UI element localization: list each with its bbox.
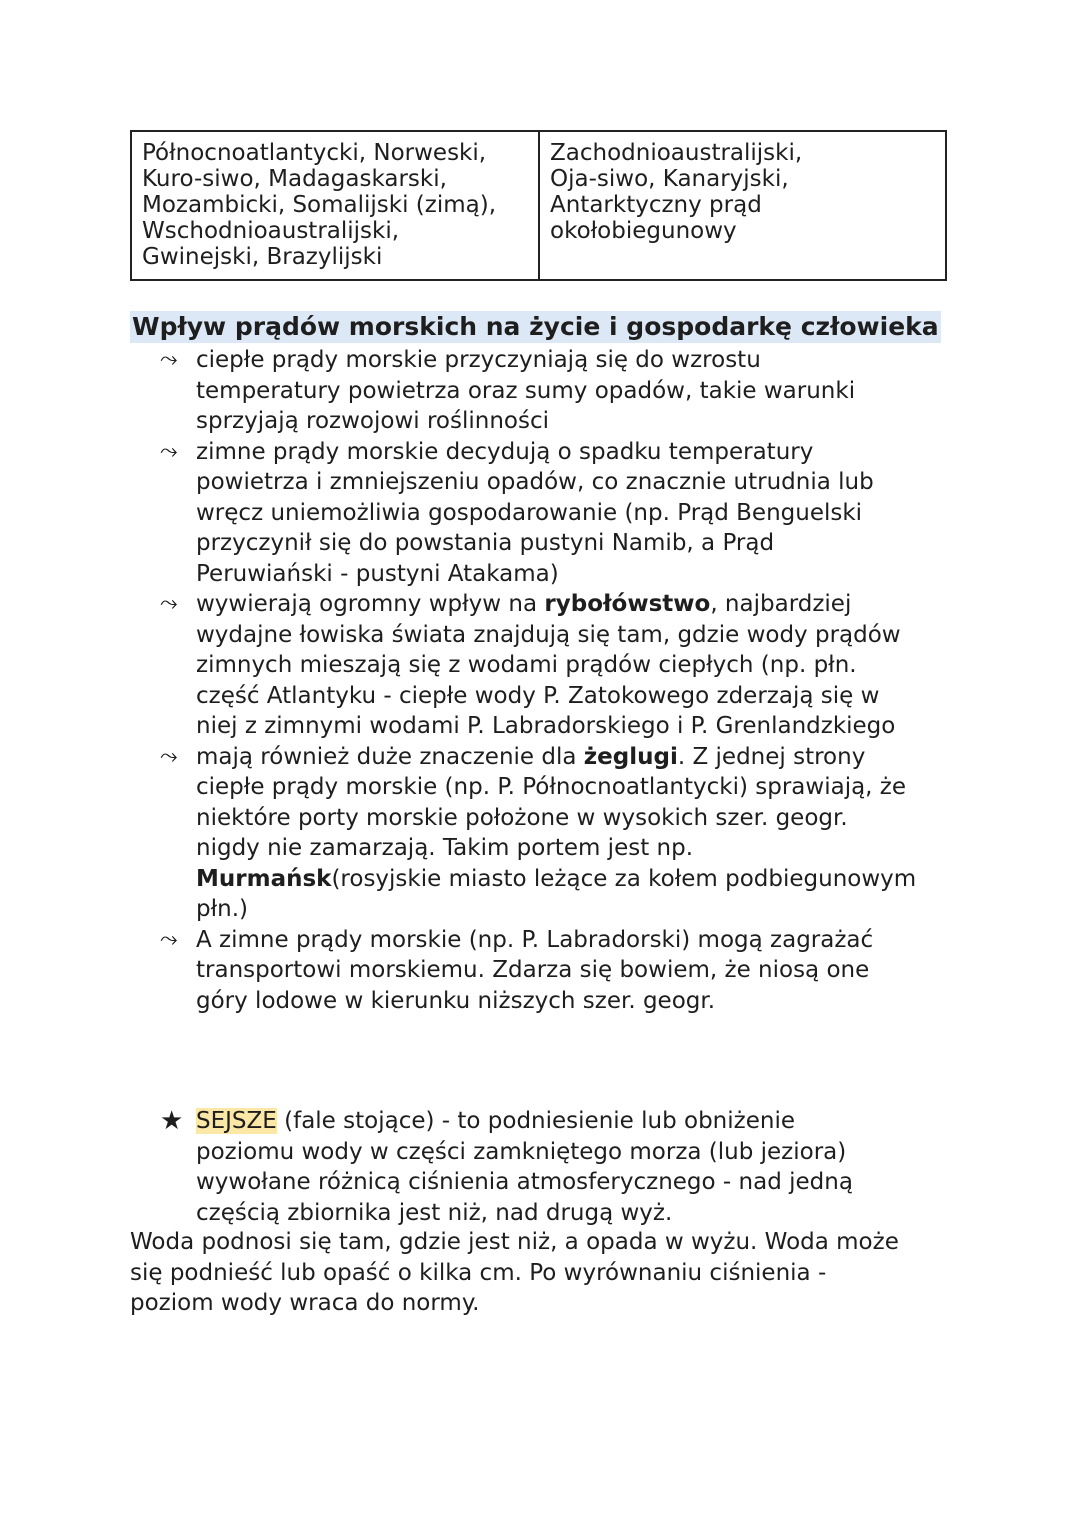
bullet-item xyxy=(160,589,960,742)
text-run: wywierają ogromny wpływ na xyxy=(196,591,545,617)
text-run: . Z jednej strony xyxy=(677,743,866,770)
highlighted-term: SEJSZE xyxy=(196,1108,277,1134)
bullet-item xyxy=(160,437,960,590)
definition-line: wywołane różnicą ciśnienia atmosferycznego - nad jedną xyxy=(196,1169,853,1195)
bullet-item xyxy=(160,345,960,437)
bullet-line: ciepłe prądy morskie (np. P. Północnoatlantycki) sprawiają, że xyxy=(196,774,907,800)
star-icon: ★ xyxy=(160,1106,184,1136)
explanation-paragraph xyxy=(130,1227,950,1319)
table-line: Antarktyczny prąd xyxy=(550,192,762,218)
bold-term: Murmańsk xyxy=(196,865,332,892)
bullet-line: zimne prądy morskie decydują o spadku temperatury xyxy=(196,438,814,465)
definition-line: częścią zbiornika jest niż, nad drugą wyż. xyxy=(196,1199,673,1226)
table-line: Zachodnioaustralijski, xyxy=(550,140,803,166)
bold-term: rybołówstwo xyxy=(544,591,711,617)
bullet-line xyxy=(196,864,960,895)
bullet-item xyxy=(160,742,960,925)
table-line: Wschodnioaustralijski, xyxy=(142,218,400,244)
bullet-line: powietrza i zmniejszeniu opadów, co znacznie utrudnia lub xyxy=(196,469,874,495)
table-line: okołobiegunowy xyxy=(550,218,737,244)
paragraph-line: poziom wody wraca do normy. xyxy=(130,1290,480,1316)
table-line: Gwinejski, Brazylijski xyxy=(142,244,383,270)
text-run: (rosyjskie miasto leżące za kołem podbiegunowym xyxy=(331,865,917,892)
section-title: Wpływ prądów morskich na życie i gospodarkę człowieka xyxy=(132,312,939,341)
bullet-line: płn.) xyxy=(196,896,248,922)
bullet-line: wydajne łowiska świata znajdują się tam, gdzie wody prądów xyxy=(196,621,901,648)
bullet-line: zimnych mieszają się z wodami prądów ciepłych (np. płn. xyxy=(196,652,857,678)
squiggly-arrow-icon: ⤳ xyxy=(160,347,178,372)
table-line: Mozambicki, Somalijski (zimą), xyxy=(142,192,497,218)
sejsze-definition xyxy=(160,1106,960,1228)
squiggly-arrow-icon: ⤳ xyxy=(160,743,178,769)
bullet-line: Peruwiański - pustyni Atakama) xyxy=(196,560,559,587)
squiggly-arrow-icon: ⤳ xyxy=(160,591,178,616)
definition-line: poziomu wody w części zamkniętego morza (lub jeziora) xyxy=(196,1138,847,1165)
table-line: Kuro-siwo, Madagaskarski, xyxy=(142,166,447,192)
bullet-line: wręcz uniemożliwia gospodarowanie (np. Prąd Benguelski xyxy=(196,499,863,526)
text-run: (fale stojące) - to podniesienie lub obniżenie xyxy=(276,1108,795,1134)
bullet-line: sprzyjają rozwojowi roślinności xyxy=(196,408,549,434)
paragraph-line: Woda podnosi się tam, gdzie jest niż, a opada w wyżu. Woda może xyxy=(130,1229,899,1255)
bullet-line xyxy=(196,742,960,773)
bullet-line: temperatury powietrza oraz sumy opadów, takie warunki xyxy=(196,377,856,404)
table-cell-right xyxy=(540,132,945,279)
text-run: mają również duże znaczenie dla xyxy=(196,743,584,770)
squiggly-arrow-icon: ⤳ xyxy=(160,438,178,464)
table-line: Oja-siwo, Kanaryjski, xyxy=(550,166,789,192)
bullet-line: ciepłe prądy morskie przyczyniają się do wzrostu xyxy=(196,347,761,373)
text-run: , najbardziej xyxy=(710,591,852,617)
bullet-line: przyczynił się do powstania pustyni Namib, a Prąd xyxy=(196,530,775,556)
bullet-line: niektóre porty morskie położone w wysokich szer. geogr. xyxy=(196,804,848,831)
bullet-line: transportowi morskiemu. Zdarza się bowiem, że niosą one xyxy=(196,957,870,983)
table-cell-left xyxy=(132,132,540,279)
bullet-line: góry lodowe w kierunku niższych szer. geogr. xyxy=(196,987,716,1014)
bullet-list xyxy=(160,345,960,1016)
bullet-line: A zimne prądy morskie (np. P. Labradorski) mogą zagrażać xyxy=(196,926,874,953)
bullet-line: niej z zimnymi wodami P. Labradorskiego i P. Grenlandzkiego xyxy=(196,713,896,739)
table-line: Północnoatlantycki, Norweski, xyxy=(142,140,487,166)
bold-term: żeglugi xyxy=(583,743,678,770)
bullet-line: część Atlantyku - ciepłe wody P. Zatokowego zderzają się w xyxy=(196,682,880,709)
squiggly-arrow-icon: ⤳ xyxy=(160,926,178,952)
bullet-item xyxy=(160,925,960,1017)
currents-table xyxy=(130,130,947,281)
paragraph-line: się podnieść lub opaść o kilka cm. Po wyrównaniu ciśnienia - xyxy=(130,1259,827,1286)
definition-line xyxy=(160,1106,960,1137)
bullet-line xyxy=(196,589,960,620)
bullet-line: nigdy nie zamarzają. Takim portem jest np. xyxy=(196,835,694,861)
